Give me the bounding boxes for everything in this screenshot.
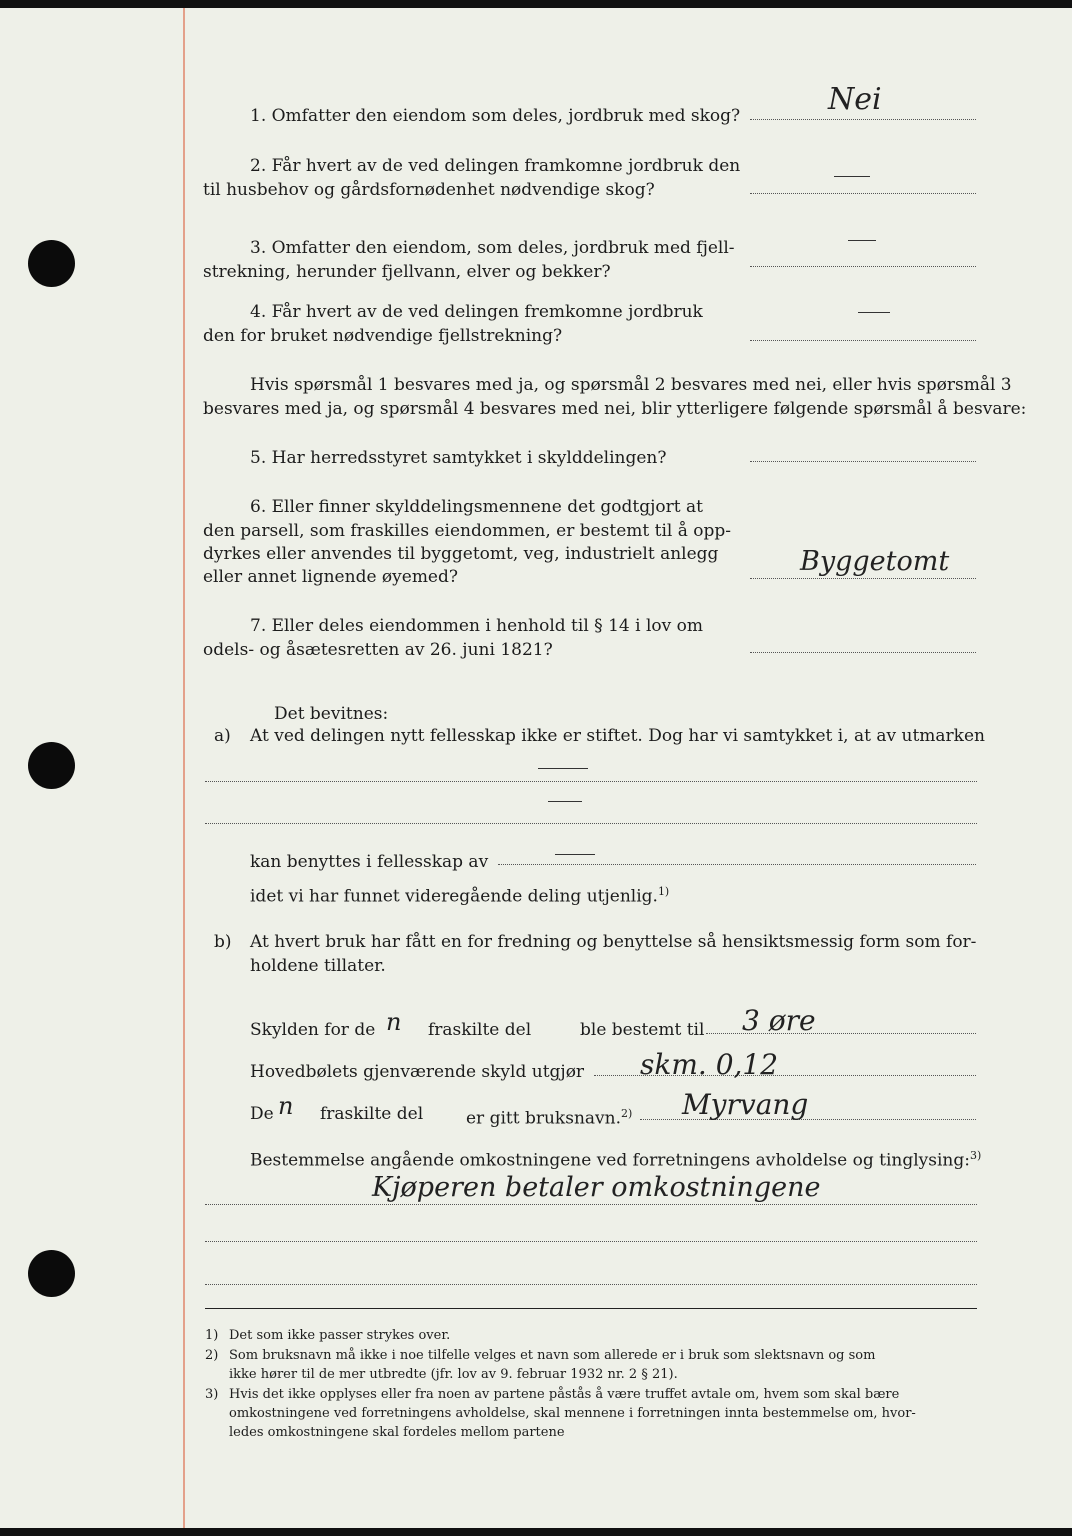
answer-line-4	[750, 340, 976, 341]
attest-b-label: b)	[214, 932, 232, 952]
answer-line-6	[750, 578, 976, 579]
answer-line-5	[750, 461, 976, 462]
footnote-2-mark: 2)	[205, 1348, 219, 1363]
footnote-2-line-1: Som bruksnavn må ikke i noe tilfelle velges et navn som allerede er i bruk som slektsnavn og som	[229, 1348, 876, 1363]
bestemmelse-line-3	[205, 1284, 977, 1285]
shared-use-dash	[555, 854, 595, 855]
question-7-line-2: odels- og åsætesretten av 26. juni 1821?	[203, 640, 553, 660]
shared-use-line	[498, 864, 976, 865]
skyld-handwritten-n: n	[386, 1008, 402, 1036]
attest-b-line-2: holdene tillater.	[250, 956, 386, 976]
bestemmelse-line-2	[205, 1241, 977, 1242]
margin-line	[183, 8, 185, 1528]
answer-line-7	[750, 652, 976, 653]
question-2-line-2: til husbehov og gårdsfornødenhet nødvendige skog?	[203, 180, 655, 200]
footnote-3-line-2: omkostningene ved forretningens avholdelse, skal mennene i forretningen innta bestemmelse om, hvor-	[229, 1406, 916, 1421]
punch-hole-bottom	[28, 1250, 75, 1297]
footnote-2-line-2: ikke hører til de mer utbredte (jfr. lov av 9. februar 1932 nr. 2 § 21).	[229, 1367, 678, 1382]
answer-2-dash	[834, 176, 870, 177]
hovedbol-value-handwritten: skm. 0,12	[640, 1048, 779, 1081]
hovedbol-label: Hovedbølets gjenværende skyld utgjør	[250, 1062, 585, 1082]
footnote-3-line-3: ledes omkostningene skal fordeles mellom partene	[229, 1425, 565, 1440]
skyld-value-handwritten: 3 øre	[742, 1004, 816, 1037]
utmark-dash-2	[548, 801, 582, 802]
document-page	[0, 8, 1072, 1528]
question-4-line-1: 4. Får hvert av de ved delingen fremkomne jordbruk	[250, 302, 703, 322]
skyld-label-a: Skylden for de	[250, 1020, 376, 1040]
utmark-dash-1	[538, 768, 588, 769]
den-label-a: De	[250, 1104, 274, 1124]
skyld-label-c: ble bestemt til	[580, 1020, 705, 1040]
answer-3-dash	[848, 240, 876, 241]
question-3-line-1: 3. Omfatter den eiendom, som deles, jordbruk med fjell-	[250, 238, 735, 258]
answer-line-2	[750, 193, 976, 194]
attest-heading: Det bevitnes:	[274, 704, 389, 724]
bestemmelse-line-1	[205, 1204, 977, 1205]
bruksnavn-value-handwritten: Myrvang	[682, 1088, 809, 1121]
footnote-1: Det som ikke passer strykes over.	[229, 1328, 451, 1343]
bestemmelse-value-handwritten: Kjøperen betaler omkostningene	[372, 1172, 821, 1203]
question-6-line-3: dyrkes eller anvendes til byggetomt, veg, industrielt anlegg	[203, 544, 719, 564]
question-2-line-1: 2. Får hvert av de ved delingen framkomne jordbruk den	[250, 156, 741, 176]
utmark-line-1	[205, 781, 977, 782]
question-3-line-2: strekning, herunder fjellvann, elver og bekker?	[203, 262, 611, 282]
division-text: idet vi har funnet videregående deling utjenlig.$^{1)}$	[250, 885, 670, 907]
den-label-b: fraskilte del	[320, 1104, 424, 1124]
den-label-c: er gitt bruksnavn.$^{2)}$	[466, 1107, 633, 1129]
footnote-rule	[205, 1308, 977, 1309]
bestemmelse-label: Bestemmelse angående omkostningene ved forretningens avholdelse og tinglysing:$^{3)}$	[250, 1149, 982, 1171]
den-handwritten-n: n	[278, 1092, 294, 1120]
question-6-line-2: den parsell, som fraskilles eiendommen, er bestemt til å opp-	[203, 521, 732, 541]
punch-hole-middle	[28, 742, 75, 789]
answer-6-handwritten: Byggetomt	[800, 546, 950, 577]
footnote-3-line-1: Hvis det ikke opplyses eller fra noen av partene påstås å være truffet avtale om, hvem som skal bære	[229, 1387, 900, 1402]
footnote-3-mark: 3)	[205, 1387, 219, 1402]
question-5: 5. Har herredsstyret samtykket i skylddelingen?	[250, 448, 667, 468]
attest-a-label: a)	[214, 726, 231, 746]
condition-line-2: besvares med ja, og spørsmål 4 besvares med nei, blir ytterligere følgende spørsmål å besvare:	[203, 399, 1027, 419]
shared-use-label: kan benyttes i fellesskap av	[250, 852, 489, 872]
attest-a-text: At ved delingen nytt fellesskap ikke er stiftet. Dog har vi samtykket i, at av utmarken	[250, 726, 985, 746]
question-4-line-2: den for bruket nødvendige fjellstrekning?	[203, 326, 563, 346]
question-7-line-1: 7. Eller deles eiendommen i henhold til § 14 i lov om	[250, 616, 703, 636]
answer-4-dash	[858, 312, 890, 313]
question-6-line-1: 6. Eller finner skylddelingsmennene det godtgjort at	[250, 497, 703, 517]
question-6-line-4: eller annet lignende øyemed?	[203, 567, 458, 587]
answer-line-1	[750, 119, 976, 120]
attest-b-line-1: At hvert bruk har fått en for fredning og benyttelse så hensiktsmessig form som for-	[250, 932, 977, 952]
utmark-line-2	[205, 823, 977, 824]
skyld-label-b: fraskilte del	[428, 1020, 532, 1040]
question-1: 1. Omfatter den eiendom som deles, jordbruk med skog?	[250, 106, 741, 126]
answer-line-3	[750, 266, 976, 267]
answer-1-handwritten: Nei	[828, 82, 882, 117]
condition-line-1: Hvis spørsmål 1 besvares med ja, og spørsmål 2 besvares med nei, eller hvis spørsmål 3	[250, 375, 1012, 395]
footnote-1-mark: 1)	[205, 1328, 219, 1343]
punch-hole-top	[28, 240, 75, 287]
